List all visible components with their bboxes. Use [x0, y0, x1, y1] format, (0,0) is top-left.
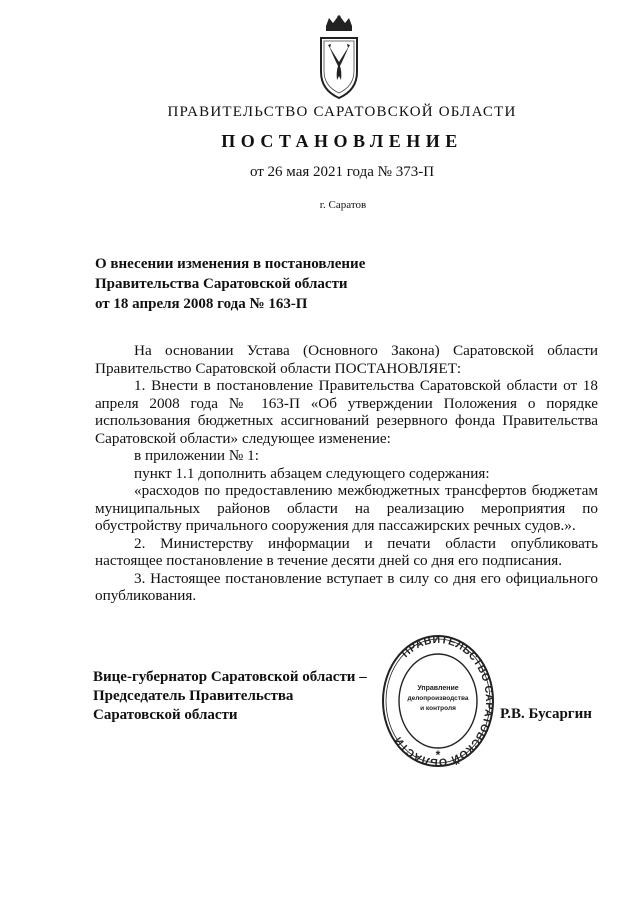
signer-name: Р.В. Бусаргин — [500, 706, 592, 722]
signer-title-line: Вице-губернатор Саратовской области – — [93, 669, 367, 685]
body-paragraph: 1. Внести в постановление Правительства Саратовской области от 18 апреля 2008 года № 163-П «Об утверждении Положения о порядке использования бюджетных ассигнований резервного фонда Правительства Саратовской области» следующее изменение: — [95, 377, 598, 447]
body-paragraph: На основании Устава (Основного Закона) Саратовской области Правительство Саратовской области ПОСТАНОВЛЯЕТ: — [95, 342, 598, 377]
document-date-number: от 26 мая 2021 года № 373-П — [249, 164, 435, 180]
document-city: г. Саратов — [319, 199, 367, 211]
document-subject — [95, 254, 395, 314]
body-paragraph: 2. Министерству информации и печати области опубликовать настоящее постановление в течение десяти дней со дня его подписания. — [95, 534, 598, 569]
official-stamp — [381, 634, 495, 768]
saratov-coat-of-arms-icon — [314, 14, 364, 100]
stamp-inner-line: и контроля — [420, 705, 456, 712]
body-paragraph: «расходов по предоставлению межбюджетных трансфертов бюджетам муниципальных районов области на реализацию мероприятия по обустройству причального сооружения для пассажирских речных судов.». — [95, 482, 598, 534]
document-body — [95, 342, 598, 605]
subject-line: от 18 апреля 2008 года № 163-П — [95, 296, 308, 312]
body-paragraph: 3. Настоящее постановление вступает в силу со дня его официального опубликования. — [95, 569, 598, 604]
subject-line: О внесении изменения в постановление — [95, 256, 366, 272]
subject-line: Правительства Саратовской области — [95, 276, 348, 292]
stamp-star-icon: * — [435, 748, 441, 762]
government-name: ПРАВИТЕЛЬСТВО САРАТОВСКОЙ ОБЛАСТИ — [167, 104, 517, 120]
body-paragraph: в приложении № 1: — [134, 447, 259, 464]
stamp-inner-line: Управление — [417, 685, 459, 692]
body-paragraph: пункт 1.1 дополнить абзацем следующего содержания: — [134, 464, 490, 482]
signer-title — [93, 668, 393, 725]
document-type-title: ПОСТАНОВЛЕНИЕ — [221, 131, 463, 151]
stamp-inner-line: делопроизводства — [407, 695, 469, 702]
signer-title-line: Саратовской области — [93, 707, 238, 723]
signer-title-line: Председатель Правительства — [93, 688, 294, 704]
stamp-outer-text: ПРАВИТЕЛЬСТВО САРАТОВСКОЙ ОБЛАСТИ — [392, 634, 495, 768]
